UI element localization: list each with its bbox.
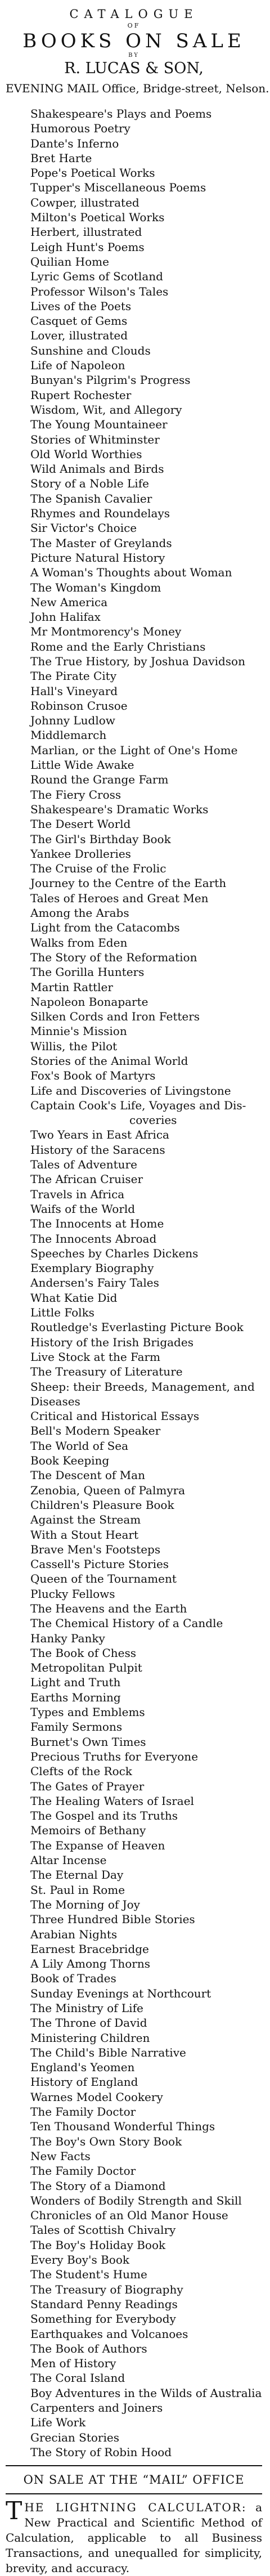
book-list-item: The Family Doctor bbox=[30, 2164, 136, 2178]
book-list-item: Ministering Children bbox=[30, 2031, 150, 2045]
book-list-item: Diseases bbox=[30, 1394, 80, 1408]
book-list-item: Lyric Gems of Scotland bbox=[30, 270, 163, 284]
book-list-item: Metropolitan Pulpit bbox=[30, 1661, 142, 1675]
book-list-item: Hall's Vineyard bbox=[30, 684, 118, 698]
book-list-item: Burnet's Own Times bbox=[30, 1735, 146, 1749]
book-list-item: Stories of the Animal World bbox=[30, 1054, 188, 1068]
book-list-item: Light from the Catacombs bbox=[30, 921, 180, 935]
book-list-item: Routledge's Everlasting Picture Book bbox=[30, 1320, 244, 1334]
book-list-item: History of the Irish Brigades bbox=[30, 1335, 194, 1349]
book-list-item: Life of Napoleon bbox=[30, 359, 125, 373]
book-list-item: Stories of Whitminster bbox=[30, 432, 160, 446]
book-list-item: Johnny Ludlow bbox=[30, 714, 115, 728]
book-list-item: Exemplary Biography bbox=[30, 1261, 154, 1275]
book-list-item: The Student's Hume bbox=[30, 2268, 147, 2282]
book-list-item: Life Work bbox=[30, 2416, 86, 2430]
book-list-item: Light and Truth bbox=[30, 1675, 121, 1690]
book-list-item: Every Boy's Book bbox=[30, 2253, 130, 2267]
book-list-item: The Child's Bible Narrative bbox=[30, 2045, 186, 2059]
book-list-item: A Lily Among Thorns bbox=[30, 1957, 150, 1971]
book-list-item: Carpenters and Joiners bbox=[30, 2401, 163, 2415]
book-list-item: Three Hundred Bible Stories bbox=[30, 1912, 195, 1927]
book-list-item: Old World Worthies bbox=[30, 447, 142, 461]
book-list-item: The Family Doctor bbox=[30, 2105, 136, 2119]
book-list-item: The Gospel and its Truths bbox=[30, 1809, 178, 1823]
calculator-title: HE LIGHTNING CALCULATOR bbox=[24, 2501, 242, 2515]
book-list-item: Queen of the Tournament bbox=[30, 1572, 177, 1586]
book-list-item: Lives of the Poets bbox=[30, 299, 132, 313]
book-list-item: Napoleon Bonaparte bbox=[30, 994, 148, 1009]
book-list-item: Book Keeping bbox=[30, 1454, 110, 1468]
book-list-item: Marlian, or the Light of One's Home bbox=[30, 743, 238, 757]
book-list-item: Sunday Evenings at Northcourt bbox=[30, 1986, 212, 2000]
book-list-item: Picture Natural History bbox=[30, 550, 165, 565]
book-list-item: Life and Discoveries of Livingstone bbox=[30, 1083, 231, 1097]
book-list-item: Leigh Hunt's Poems bbox=[30, 240, 145, 254]
book-list-item: Cassell's Picture Stories bbox=[30, 1557, 169, 1571]
book-list-item: Rome and the Early Christians bbox=[30, 639, 206, 653]
book-list-item: The Story of Robin Hood bbox=[30, 2445, 172, 2459]
book-list-item: Professor Wilson's Tales bbox=[30, 284, 169, 298]
book-list-item: The Fiery Cross bbox=[30, 787, 122, 801]
book-list-item: The Cruise of the Frolic bbox=[30, 862, 166, 876]
book-list-item: John Halifax bbox=[30, 610, 101, 624]
book-list-item: The Desert World bbox=[30, 817, 131, 831]
book-list-item: Little Wide Awake bbox=[30, 758, 134, 772]
catalogue-heading: CATALOGUE bbox=[69, 7, 199, 21]
book-list-item: Lover, illustrated bbox=[30, 329, 128, 343]
book-list-item: Story of a Noble Life bbox=[30, 477, 149, 491]
book-list-item: coveries bbox=[129, 1113, 177, 1127]
book-list-item: The Book of Authors bbox=[30, 2341, 147, 2355]
book-list-item: Speeches by Charles Dickens bbox=[30, 1246, 199, 1260]
book-list-item: Pope's Poetical Works bbox=[30, 166, 155, 180]
book-list-item: Boy Adventures in the Wilds of Australia bbox=[30, 2386, 262, 2400]
book-list-item: The Innocents at Home bbox=[30, 1217, 164, 1231]
book-list-item: Herbert, illustrated bbox=[30, 225, 142, 239]
book-list-item: Sunshine and Clouds bbox=[30, 343, 151, 357]
book-list-item: A Woman's Thoughts about Woman bbox=[30, 566, 232, 580]
book-list-item: Tales of Heroes and Great Men bbox=[30, 891, 209, 905]
book-list-item: Tales of Scottish Chivalry bbox=[30, 2223, 176, 2237]
book-list-item: Zenobia, Queen of Palmyra bbox=[30, 1483, 186, 1497]
book-list-item: Shakespeare's Plays and Poems bbox=[30, 107, 212, 120]
book-list-item: Robinson Crusoe bbox=[30, 698, 128, 713]
book-list-item: Dante's Inferno bbox=[30, 136, 119, 150]
book-list-item: The Pirate City bbox=[30, 669, 117, 683]
lightning-calculator-notice bbox=[6, 2497, 262, 2576]
book-list-item: Willis, the Pilot bbox=[30, 1039, 118, 1053]
book-list-item: Minnie's Mission bbox=[30, 1024, 127, 1038]
book-list-item: Casquet of Gems bbox=[30, 314, 128, 328]
by-label: BY bbox=[128, 52, 140, 59]
book-list-item: Humorous Poetry bbox=[30, 122, 130, 136]
book-list-item: Ten Thousand Wonderful Things bbox=[30, 2120, 215, 2134]
book-list-item: Among the Arabs bbox=[30, 906, 129, 920]
book-list-item: Critical and Historical Essays bbox=[30, 1409, 200, 1423]
book-list-item: The World of Sea bbox=[30, 1439, 129, 1453]
book-list-item: Bell's Modern Speaker bbox=[30, 1424, 161, 1438]
book-list-item: History of England bbox=[30, 2075, 138, 2089]
book-list-item: The Treasury of Biography bbox=[30, 2282, 183, 2296]
book-list-item: Silken Cords and Iron Fetters bbox=[30, 1010, 200, 1024]
book-list bbox=[6, 106, 262, 2459]
book-list-item: The Gorilla Hunters bbox=[30, 965, 145, 979]
book-list-item: Sir Victor's Choice bbox=[30, 521, 137, 535]
book-list-item: The Woman's Kingdom bbox=[30, 580, 161, 594]
book-list-item: The True History, by Joshua Davidson bbox=[30, 654, 245, 668]
book-list-item: Middlemarch bbox=[30, 728, 107, 742]
book-list-item: Wonders of Bodily Strength and Skill bbox=[30, 2193, 242, 2207]
book-list-item: Round the Grange Farm bbox=[30, 773, 169, 787]
drop-cap: T bbox=[6, 2497, 22, 2526]
book-list-item: Hanky Panky bbox=[30, 1631, 105, 1645]
on-sale-heading: ON SALE AT THE “MAIL” OFFICE bbox=[23, 2473, 245, 2487]
book-list-item: Andersen's Fairy Tales bbox=[30, 1276, 159, 1290]
seller-name: R. LUCAS & SON, bbox=[64, 60, 204, 77]
book-list-item: The Coral Island bbox=[30, 2371, 125, 2385]
book-list-item: The Healing Waters of Israel bbox=[30, 1794, 194, 1808]
book-list-item: History of the Saracens bbox=[30, 1143, 165, 1157]
book-list-item: The Boy's Own Story Book bbox=[30, 2134, 182, 2148]
book-list-item: Martin Rattler bbox=[30, 980, 113, 994]
book-list-item: Bret Harte bbox=[30, 151, 92, 165]
book-list-item: Brave Men's Footsteps bbox=[30, 1542, 161, 1556]
book-list-item: The Eternal Day bbox=[30, 1868, 124, 1882]
book-list-item: The Morning of Joy bbox=[30, 1897, 140, 1911]
book-list-item: The Throne of David bbox=[30, 2016, 147, 2030]
catalogue-of-label: OF bbox=[127, 22, 141, 29]
book-list-item: The Descent of Man bbox=[30, 1468, 145, 1482]
book-list-item: Arabian Nights bbox=[30, 1927, 118, 1941]
book-list-item: Wild Animals and Birds bbox=[30, 462, 164, 476]
book-list-item: The Chemical History of a Candle bbox=[30, 1616, 223, 1630]
book-list-item: The Ministry of Life bbox=[30, 2001, 143, 2015]
book-list-item: Earthquakes and Volcanoes bbox=[30, 2327, 188, 2341]
book-list-item: Two Years in East Africa bbox=[30, 1128, 169, 1142]
book-list-item: The Spanish Cavalier bbox=[30, 491, 152, 505]
book-list-item: Grecian Stories bbox=[30, 2430, 119, 2444]
office-address: EVENING MAIL Office, Bridge-street, Nelson. bbox=[6, 82, 269, 95]
book-list-item: The Book of Chess bbox=[30, 1646, 137, 1660]
book-list-item: Earths Morning bbox=[30, 1690, 121, 1704]
book-list-item: Travels in Africa bbox=[30, 1187, 125, 1201]
book-list-item: The Boy's Holiday Book bbox=[30, 2238, 166, 2252]
book-list-item: Book of Trades bbox=[30, 1972, 116, 1986]
book-list-item: Captain Cook's Life, Voyages and Dis- bbox=[30, 1098, 246, 1112]
book-list-item: Walks from Eden bbox=[30, 935, 128, 949]
book-list-item: Bunyan's Pilgrim's Progress bbox=[30, 373, 191, 387]
book-list-item: Fox's Book of Martyrs bbox=[30, 1069, 156, 1083]
book-list-item: Clefts of the Rock bbox=[30, 1764, 132, 1778]
book-list-item: The Heavens and the Earth bbox=[30, 1601, 187, 1615]
book-list-item: Journey to the Centre of the Earth bbox=[30, 876, 227, 890]
book-list-item: Quilian Home bbox=[30, 254, 109, 268]
book-list-item: New America bbox=[30, 595, 108, 609]
book-list-item: The Story of a Diamond bbox=[30, 2179, 166, 2193]
book-list-item: Milton's Poetical Works bbox=[30, 210, 165, 225]
book-list-item: Shakespeare's Dramatic Works bbox=[30, 802, 209, 816]
book-list-item: Mr Montmorency's Money bbox=[30, 625, 182, 639]
book-list-item: Waifs of the World bbox=[30, 1202, 136, 1216]
book-list-item: Wisdom, Wit, and Allegory bbox=[30, 402, 182, 416]
book-list-item: With a Stout Heart bbox=[30, 1527, 139, 1542]
book-list-item: The Innocents Abroad bbox=[30, 1231, 157, 1246]
book-list-item: The Expanse of Heaven bbox=[30, 1838, 165, 1852]
book-list-item: St. Paul in Rome bbox=[30, 1883, 125, 1897]
book-list-item: Altar Incense bbox=[30, 1853, 107, 1867]
book-list-item: The Young Mountaineer bbox=[30, 418, 168, 432]
divider-rule bbox=[6, 2493, 262, 2494]
book-list-item: Earnest Bracebridge bbox=[30, 1942, 149, 1956]
book-list-item: Family Sermons bbox=[30, 1720, 123, 1734]
book-list-item: England's Yeomen bbox=[30, 2060, 135, 2075]
book-list-item: Plucky Fellows bbox=[30, 1587, 115, 1601]
book-list-item: Little Folks bbox=[30, 1306, 94, 1320]
book-list-item: The Girl's Birthday Book bbox=[30, 832, 171, 846]
calculator-description: : a New Practical and Scientific Method of Calculation, applicable to all Business Transactions, and unequalled for simplicity, brevity, and accuracy. bbox=[6, 2501, 262, 2575]
book-list-item: Types and Emblems bbox=[30, 1705, 145, 1719]
books-on-sale-heading: BOOKS ON SALE bbox=[22, 30, 245, 52]
book-list-item: Rhymes and Roundelays bbox=[30, 507, 170, 521]
book-list-item: Men of History bbox=[30, 2357, 116, 2371]
book-list-item: Against the Stream bbox=[30, 1513, 141, 1527]
book-list-item: Memoirs of Bethany bbox=[30, 1824, 146, 1838]
book-list-item: What Katie Did bbox=[30, 1291, 118, 1305]
book-list-item: Live Stock at the Farm bbox=[30, 1350, 161, 1364]
book-list-item: Yankee Drolleries bbox=[30, 846, 131, 861]
book-list-item: Chronicles of an Old Manor House bbox=[30, 2208, 228, 2223]
book-list-item: Cowper, illustrated bbox=[30, 195, 140, 209]
book-list-item: Standard Penny Readings bbox=[30, 2297, 178, 2311]
book-list-item: Tupper's Miscellaneous Poems bbox=[30, 181, 206, 195]
book-list-item: The African Cruiser bbox=[30, 1172, 143, 1186]
book-list-item: Rupert Rochester bbox=[30, 388, 132, 402]
book-list-item: Tales of Adventure bbox=[30, 1158, 137, 1172]
book-list-item: Warnes Model Cookery bbox=[30, 2090, 163, 2104]
book-list-item: The Story of the Reformation bbox=[30, 950, 197, 964]
book-list-item: Precious Truths for Everyone bbox=[30, 1749, 199, 1763]
book-list-item: New Facts bbox=[30, 2149, 91, 2163]
book-list-item: The Treasury of Literature bbox=[30, 1365, 183, 1379]
book-list-item: Something for Everybody bbox=[30, 2312, 176, 2326]
divider-rule bbox=[6, 2465, 262, 2466]
book-list-item: The Master of Greylands bbox=[30, 536, 172, 550]
book-list-item: The Gates of Prayer bbox=[30, 1779, 145, 1793]
book-list-item: Sheep: their Breeds, Management, and bbox=[30, 1379, 255, 1394]
book-list-item: Children's Pleasure Book bbox=[30, 1498, 174, 1512]
